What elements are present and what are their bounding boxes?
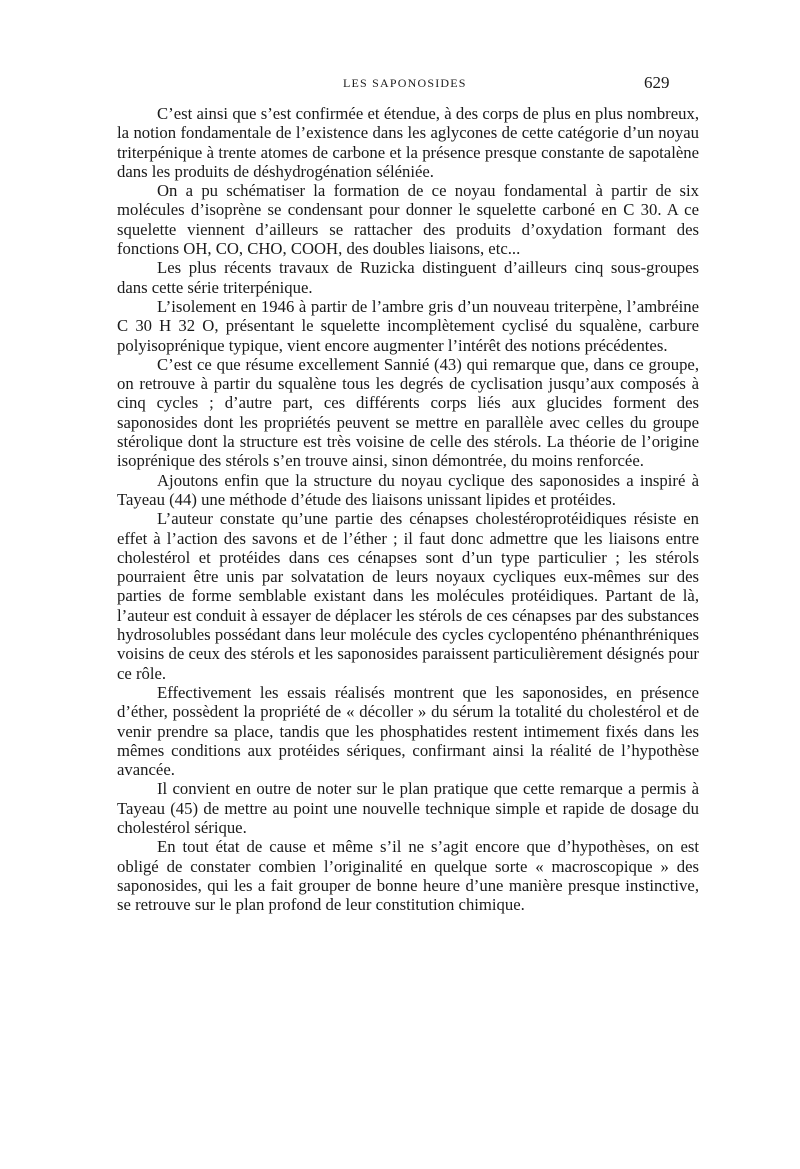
paragraph-2: On a pu schématiser la formation de ce noyau fondamental à partir de six molécules d’isoprène se condensant pour donner le squelette carboné en C 30. A ce squelette viennent d’ailleurs se rattacher des produits d’oxydation formant des fonctions OH, CO, CHO, COOH, des doubles liaisons, etc... xyxy=(117,181,699,259)
body-text xyxy=(117,104,699,914)
running-title: LES SAPONOSIDES xyxy=(343,76,467,90)
paragraph-5: C’est ce que résume excellement Sannié (43) qui remarque que, dans ce groupe, on retrouve à partir du squalène tous les degrés de cyclisation jusqu’aux composés à cinq cycles ; d’autre part, ces différents corps liés aux glucides forment des saponosides dont les propriétés peuvent se mettre en parallèle avec celles du groupe stérolique dont la structure est très voisine de celle des stérols. La théorie de l’origine isoprénique des stérols s’en trouve ainsi, sinon démontrée, du moins renforcée. xyxy=(117,354,699,471)
paragraph-10: En tout état de cause et même s’il ne s’agit encore que d’hypothèses, on est obligé de constater combien l’originalité en quelque sorte « macroscopique » des saponosides, qui les a fait grouper de bonne heure d’une manière presque instinctive, se retrouve sur le plan profond de leur constitution chimique. xyxy=(117,837,699,915)
paragraph-9: Il convient en outre de noter sur le plan pratique que cette remarque a permis à Tayeau (45) de mettre au point une nouvelle technique simple et rapide de dosage du cholestérol sérique. xyxy=(117,779,699,837)
paragraph-3: Les plus récents travaux de Ruzicka distinguent d’ailleurs cinq sous-groupes dans cette série triterpénique. xyxy=(117,258,699,297)
running-header xyxy=(0,74,800,96)
paragraph-7: L’auteur constate qu’une partie des cénapses cholestéroprotéidiques résiste en effet à l’action des savons et de l’éther ; il faut donc admettre que les liaisons entre cholestérol et protéides dans ces cénapses sont d’un type particulier ; les stérols pourraient être unis par solvatation de leurs noyaux cycliques eux-mêmes sur des parties de forme semblable existant dans les molécules protéidiques. Partant de là, l’auteur est conduit à essayer de déplacer les stérols de ces cénapses par des substances hydrosolubles possédant dans leur molécule des cycles cyclopenténo phénanthréniques voisins de ceux des stérols et les saponosides paraissent particulièrement désignés pour ce rôle. xyxy=(117,509,699,683)
paragraph-8: Effectivement les essais réalisés montrent que les saponosides, en présence d’éther, possèdent la propriété de « décoller » du sérum la totalité du cholestérol et de venir prendre sa place, tandis que les phosphatides restent intimement fixés dans les mêmes conditions aux protéides sériques, confirmant ainsi la réalité de l’hypothèse avancée. xyxy=(117,682,699,780)
paragraph-1: C’est ainsi que s’est confirmée et étendue, à des corps de plus en plus nombreux, la notion fondamentale de l’existence dans les aglycones de cette catégorie d’un noyau triterpénique à trente atomes de carbone et la présence presque constante de sapotalène dans les produits de déshydrogénation séléniée. xyxy=(117,104,699,181)
page-number: 629 xyxy=(644,73,670,92)
paragraph-6: Ajoutons enfin que la structure du noyau cyclique des saponosides a inspiré à Tayeau (44) une méthode d’étude des liaisons unissant lipides et protéides. xyxy=(117,470,699,509)
paragraph-4: L’isolement en 1946 à partir de l’ambre gris d’un nouveau triterpène, l’ambréine C 30 H 32 O, présentant le squelette incomplètement cyclisé du squalène, carbure polyisoprénique typique, vient encore augmenter l’intérêt des notions précédentes. xyxy=(117,296,699,355)
